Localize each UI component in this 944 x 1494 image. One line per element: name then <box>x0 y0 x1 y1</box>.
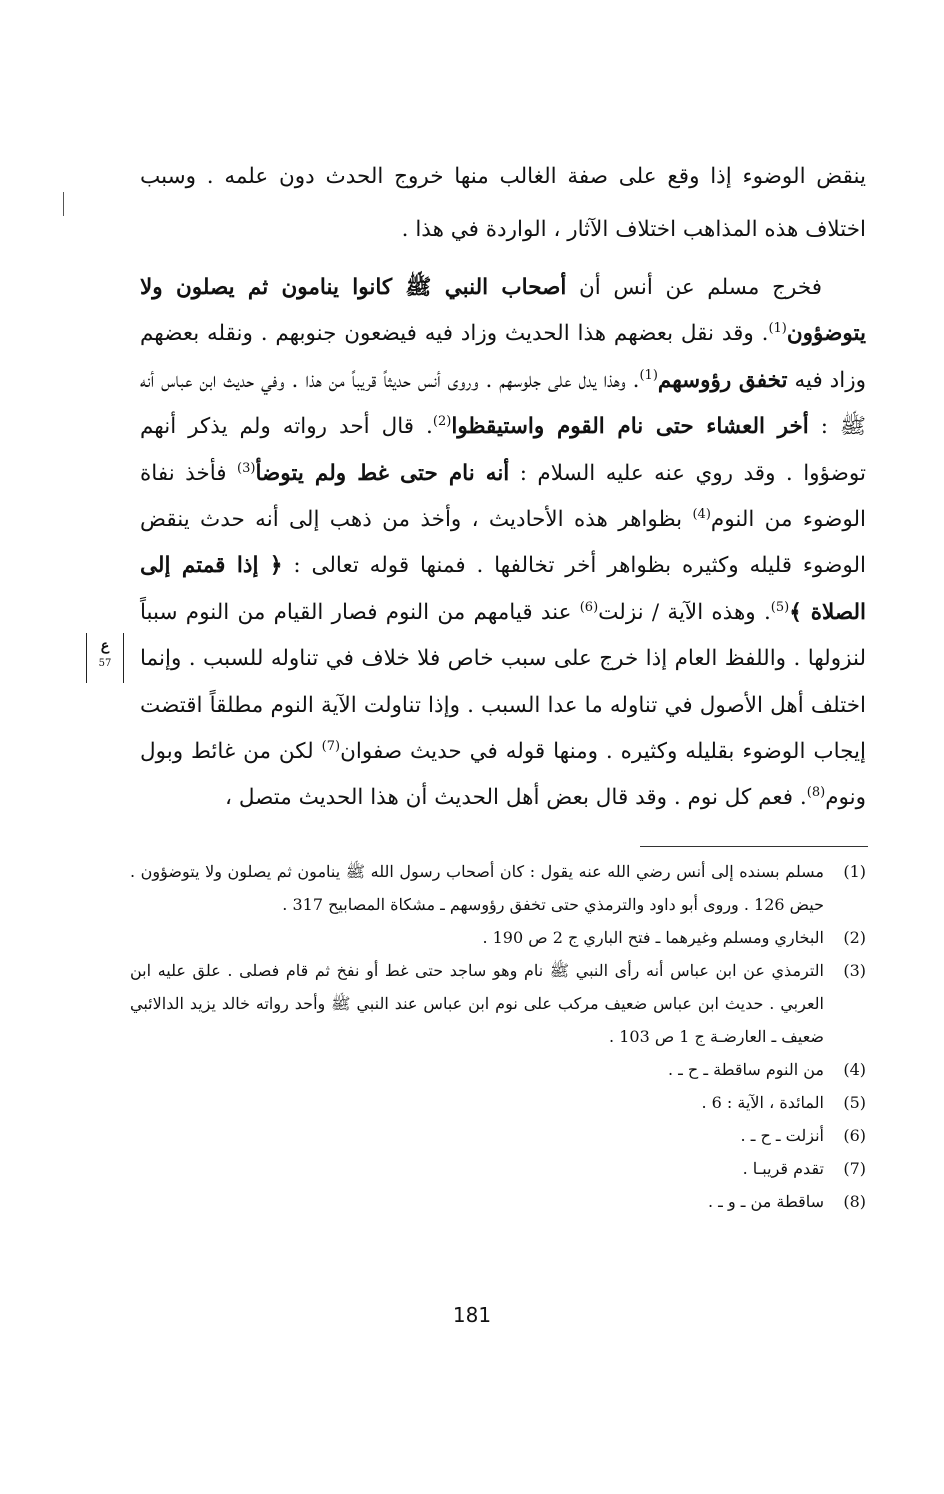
footnote-item <box>130 1152 866 1185</box>
text-segment: . وهذا يدل على جلوسهم . وروى أنس حديثاً قريباً من هذا . وفي حديث ابن عباس أنه ﷺ : <box>140 367 867 440</box>
footnote-number: (7) <box>843 1159 866 1178</box>
footnote-number: (8) <box>843 1192 866 1211</box>
paragraph-intro: ينقض الوضوء إذا وقع على صفة الغالب منها خروج الحدث دون علمه . وسبب اختلاف هذه المذاهب اختلاف الآثار ، الواردة في هذا . <box>140 164 866 242</box>
paragraph-main <box>140 265 866 822</box>
footnote-ref[interactable]: (3) <box>237 460 256 476</box>
footnote-item <box>130 855 866 921</box>
margin-tick <box>63 192 64 216</box>
footnote-ref[interactable]: (7) <box>321 738 341 754</box>
footnote-item <box>130 921 866 954</box>
text-segment: . وقد نقل بعضهم هذا الحديث وزاد فيه فيضعون جنوبهم . ونقله بعضهم وزاد فيه <box>140 321 866 393</box>
text-segment: لكن من غائط وبول ونوم <box>140 739 866 811</box>
footnote-ref[interactable]: (1) <box>639 367 658 383</box>
footnote-number: (3) <box>843 961 866 980</box>
footnote-number: (2) <box>843 928 866 947</box>
footnote-number: (6) <box>843 1126 866 1145</box>
footnote-item <box>130 1185 866 1218</box>
text-segment: فأخذ نفاة الوضوء من النوم <box>140 460 866 533</box>
footnotes <box>130 855 866 1218</box>
footnote-ref[interactable]: (2) <box>432 414 452 430</box>
footnote-item <box>130 1086 866 1119</box>
text-segment: عند قيامهم من النوم فصار القيام من النوم سبباً لنزولها . واللفظ العام إذا خرج على سبب خاص فلا خلاف في تناوله للسبب . وإنما اختلف أهل الأصول في تناوله ما عدا السبب . وإذا تناولت الآية النوم مطلقاً اقتضت إيجاب الوضوء بقليله وكثيره . ومنها قوله في حديث صفوان <box>140 599 866 765</box>
hadith-quote: أخر العشاء حتى نام القوم واستيقظوا <box>451 414 809 440</box>
footnote-item <box>130 954 866 1053</box>
text-segment: . قال أحد رواته ولم يذكر أنهم توضؤوا . وقد روي عنه عليه السلام : <box>140 414 867 486</box>
footnote-ref[interactable]: (6) <box>579 599 599 615</box>
footnote-text: المائدة ، الآية : 6 . <box>701 1093 824 1112</box>
folio-number: 57 <box>98 658 112 669</box>
footnote-ref[interactable]: (5) <box>770 599 790 615</box>
footnote-divider <box>640 846 868 847</box>
footnote-ref[interactable]: (4) <box>692 506 711 522</box>
footnote-text: من النوم ساقطة ـ ح ـ . <box>667 1060 824 1079</box>
hadith-quote: تخفق رؤوسهم <box>657 367 788 393</box>
footnote-text: الترمذي عن ابن عباس أنه رأى النبي ﷺ نام وهو ساجد حتى غط أو نفخ ثم قام فصلى . علق عليه ابن العربي . حديث ابن عباس ضعيف مركب على نوم ابن عباس عند النبي ﷺ وأحد رواته خالد يزيد الدالائبي ضعيف ـ العارضـة ج 1 ص 103 . <box>130 961 824 1046</box>
footnote-item <box>130 1119 866 1152</box>
text-segment: . وهذه الآية / نزلت <box>598 599 771 625</box>
page-number: 181 <box>452 1303 492 1327</box>
quran-verse: ﴿ إذا قمتم إلى الصلاة ﴾ <box>140 553 866 625</box>
hadith-quote: أصحاب النبي ﷺ كانوا ينامون ثم يصلون ولا يتوضؤون <box>140 275 866 347</box>
footnote-ref[interactable]: (8) <box>806 785 826 801</box>
footnote-ref[interactable]: (1) <box>768 321 787 337</box>
text-segment: . فعم كل نوم . وقد قال بعض أهل الحديث أن هذا الحديث متصل ، <box>225 785 807 811</box>
footnote-text: تقدم قريبـا . <box>742 1159 824 1178</box>
text-segment: فخرج مسلم عن أنس أن <box>566 275 822 300</box>
text-segment: بظواهر هذه الأحاديث ، وأخذ من ذهب إلى أنه حدث ينقض الوضوء قليله وكثيره بظواهر أخر تخالفها . فمنها قوله تعالى : <box>140 507 866 579</box>
footnote-text: ساقطة من ـ و ـ . <box>708 1192 824 1211</box>
hadith-quote: أنه نام حتى غط ولم يتوضأ <box>255 460 510 486</box>
manuscript-folio-marker <box>86 633 124 683</box>
footnote-text: البخاري ومسلم وغيرهما ـ فتح الباري ج 2 ص 190 . <box>482 928 824 947</box>
folio-letter: ع <box>100 638 110 654</box>
footnote-item <box>130 1053 866 1086</box>
footnote-number: (4) <box>843 1060 866 1079</box>
footnote-number: (1) <box>843 862 866 881</box>
footnote-text: مسلم بسنده إلى أنس رضي الله عنه يقول : كان أصحاب رسول الله ﷺ ينامون ثم يصلون ولا يتوضؤون . حيض 126 . وروى أبو داود والترمذي حتى تخفق رؤوسهم ـ مشكاة المصابيح 317 . <box>130 862 824 914</box>
footnote-number: (5) <box>843 1093 866 1112</box>
footnote-text: أنزلت ـ ح ـ . <box>740 1126 824 1145</box>
